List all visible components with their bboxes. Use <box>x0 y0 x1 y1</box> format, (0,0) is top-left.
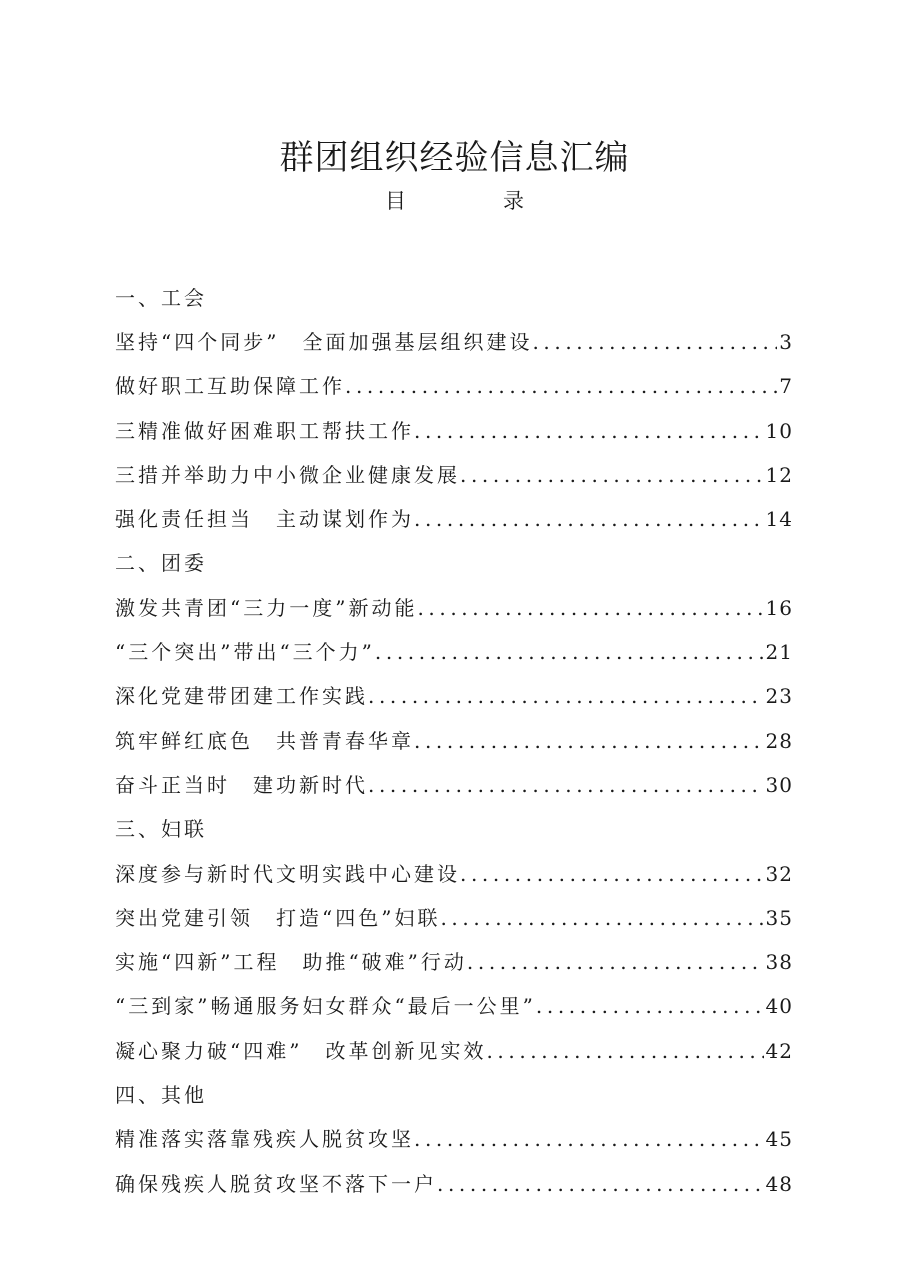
toc-entry-title: 凝心聚力破“四难” 改革创新见实效 <box>115 1038 487 1063</box>
toc-entry-title: 筑牢鲜红底色 共普青春华章 <box>115 728 414 753</box>
toc-entry-title: 奋斗正当时 建功新时代 <box>115 772 368 797</box>
toc-entry-title: 深度参与新时代文明实践中心建设 <box>115 861 460 886</box>
toc-entry-title: 突出党建引领 打造“四色”妇联 <box>115 905 441 930</box>
toc-entry-page: 35 <box>765 905 793 930</box>
toc-entry[interactable] <box>115 938 793 982</box>
document-title: 群团组织经验信息汇编 <box>279 138 630 178</box>
toc-entry-title: 做好职工互助保障工作 <box>115 374 345 399</box>
toc-leader-dots <box>437 1172 764 1196</box>
toc-entry-page: 7 <box>779 374 793 399</box>
toc-entry[interactable] <box>115 1160 793 1204</box>
toc-entry[interactable] <box>115 495 793 539</box>
toc-leader-dots <box>417 596 763 620</box>
toc-entry[interactable] <box>115 983 793 1027</box>
toc-entry-page: 42 <box>765 1038 793 1063</box>
toc-entry-title: 强化责任担当 主动谋划作为 <box>115 507 414 532</box>
toc-entry-title: 实施“四新”工程 助推“破难”行动 <box>115 950 467 975</box>
toc-entry-page: 3 <box>779 329 793 354</box>
toc-entry-page: 14 <box>765 507 793 532</box>
toc-entry-page: 16 <box>765 595 793 620</box>
toc-entry-title: 三精准做好困难职工帮扶工作 <box>115 418 414 443</box>
toc-entry-title: “三个突出”带出“三个力” <box>115 640 375 665</box>
toc-leader-dots <box>368 773 764 797</box>
toc-leader-dots <box>486 1039 763 1063</box>
toc-entry[interactable] <box>115 850 793 894</box>
toc-leader-dots <box>345 374 777 398</box>
toc-entry[interactable] <box>115 894 793 938</box>
toc-entry[interactable] <box>115 451 793 495</box>
toc-entry-page: 12 <box>765 462 793 487</box>
toc-section-heading: 四、其他 <box>115 1082 207 1107</box>
toc-entry-title: 精准落实落靠残疾人脱贫攻坚 <box>115 1127 414 1152</box>
toc-entry-page: 32 <box>765 861 793 886</box>
toc-entry-title: 确保残疾人脱贫攻坚不落下一户 <box>115 1171 437 1196</box>
toc-entry-page: 30 <box>765 772 793 797</box>
toc-leader-dots <box>375 640 764 664</box>
toc-entry-title: 三措并举助力中小微企业健康发展 <box>115 462 460 487</box>
toc-entry-title: 坚持“四个同步” 全面加强基层组织建设 <box>115 329 533 354</box>
toc-leader-dots <box>368 684 764 708</box>
toc-entry-page: 48 <box>765 1171 793 1196</box>
toc-entry-title: 激发共青团“三力一度”新动能 <box>115 595 418 620</box>
toc-leader-dots <box>414 507 764 531</box>
toc-leader-dots <box>414 1127 764 1151</box>
toc-entry[interactable] <box>115 363 793 407</box>
toc-leader-dots <box>536 994 764 1018</box>
toc-entry-page: 21 <box>765 640 793 665</box>
toc-leader-dots <box>532 330 777 354</box>
toc-entry-title: “三到家”畅通服务妇女群众“最后一公里” <box>115 994 536 1019</box>
toc-leader-dots <box>467 950 764 974</box>
toc-entry-page: 28 <box>765 728 793 753</box>
toc-entry[interactable] <box>115 584 793 628</box>
toc-entry[interactable] <box>115 673 793 717</box>
toc-section-heading: 一、工会 <box>115 285 207 310</box>
toc-entry[interactable] <box>115 717 793 761</box>
toc-leader-dots <box>460 463 764 487</box>
toc-entry[interactable] <box>115 628 793 672</box>
toc-heading: 目 录 <box>385 189 562 213</box>
toc-entry[interactable] <box>115 318 793 362</box>
toc-entry-page: 38 <box>765 950 793 975</box>
toc-entry[interactable] <box>115 761 793 805</box>
toc-section-heading: 三、妇联 <box>115 817 207 842</box>
toc-leader-dots <box>440 906 763 930</box>
toc-entry-page: 10 <box>765 418 793 443</box>
toc-section-heading: 二、团委 <box>115 551 207 576</box>
toc-entry-page: 45 <box>765 1127 793 1152</box>
toc-entry-title: 深化党建带团建工作实践 <box>115 684 368 709</box>
toc-leader-dots <box>414 729 764 753</box>
toc-entry[interactable] <box>115 1027 793 1071</box>
toc-entry-page: 23 <box>765 684 793 709</box>
toc-leader-dots <box>414 419 764 443</box>
toc-entry[interactable] <box>115 1116 793 1160</box>
toc-entry[interactable] <box>115 407 793 451</box>
toc-entry-page: 40 <box>765 994 793 1019</box>
toc-leader-dots <box>460 862 764 886</box>
table-of-contents <box>115 274 793 1204</box>
